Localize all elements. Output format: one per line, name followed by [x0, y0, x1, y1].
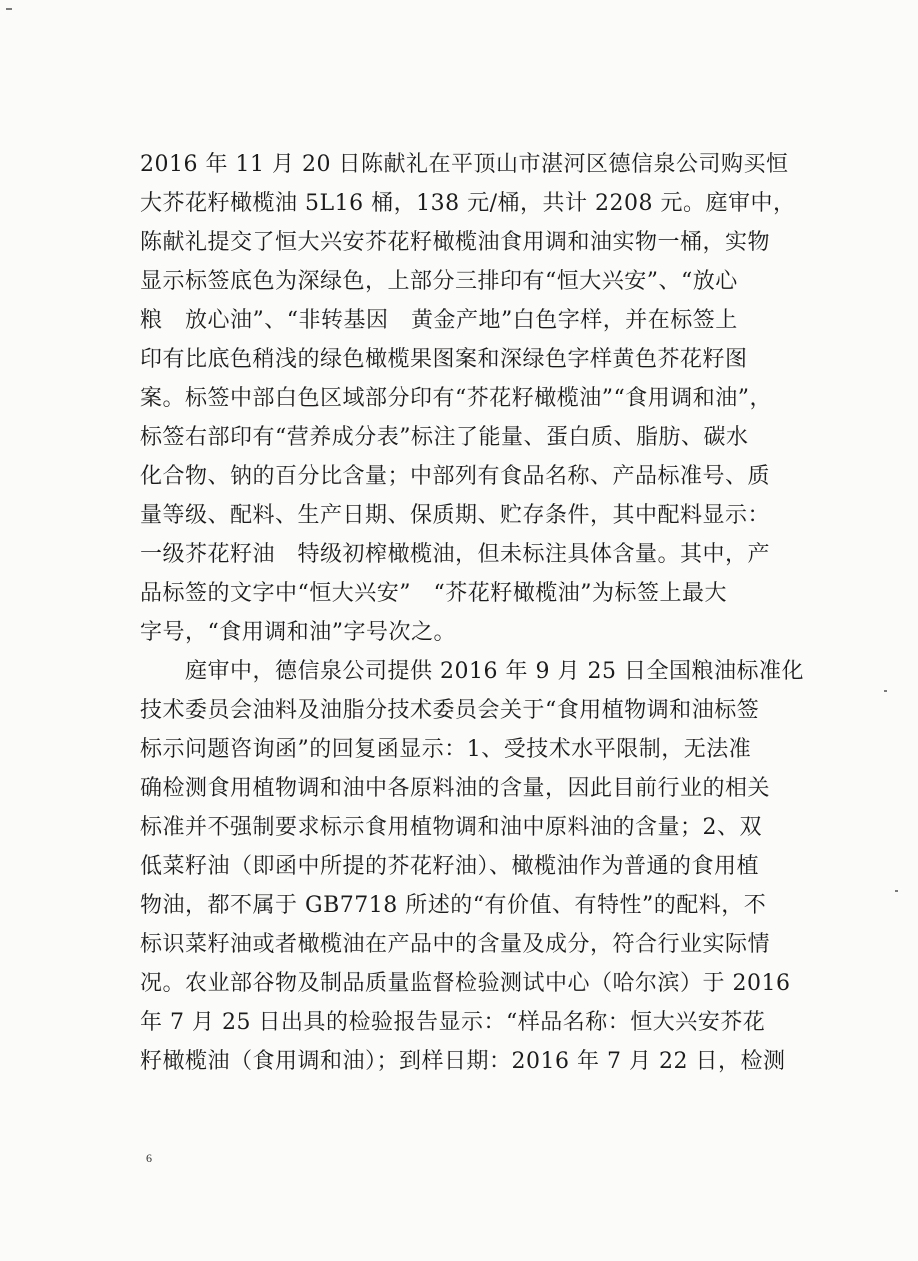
text-line: 字号，“食用调和油”字号次之。 [140, 620, 456, 645]
text-line: 标示问题咨询函”的回复函显示：1、受技术水平限制，无法准 [140, 737, 752, 762]
page-number: 6 [146, 1151, 152, 1165]
text-line: 标签右部印有“营养成分表”标注了能量、蛋白质、脂肪、碳水 [140, 425, 749, 450]
body-text [140, 145, 810, 1081]
text-line: 年 7 月 25 日出具的检验报告显示：“样品名称：恒大兴安芥花 [140, 1010, 766, 1035]
text-line: 况。农业部谷物及制品质量监督检验测试中心（哈尔滨）于 2016 [140, 971, 791, 996]
scan-mark-right-2 [895, 890, 898, 892]
text-line: 案。标签中部白色区域部分印有“芥花籽橄榄油”“食用调和油”， [140, 386, 772, 411]
text-line: 技术委员会油料及油脂分技术委员会关于“食用植物调和油标签 [140, 698, 760, 723]
text-line: 2016 年 11 月 20 日陈献礼在平顶山市湛河区德信泉公司购买恒 [140, 152, 789, 177]
text-line: 物油，都不属于 GB7718 所述的“有价值、有特性”的配料，不 [140, 893, 767, 918]
text-line: 标识菜籽油或者橄榄油在产品中的含量及成分，符合行业实际情 [140, 932, 771, 957]
text-line: 庭审中，德信泉公司提供 2016 年 9 月 25 日全国粮油标准化 [140, 659, 804, 684]
text-line: 籽橄榄油（食用调和油）；到样日期：2016 年 7 月 22 日，检测 [140, 1049, 786, 1074]
text-line: 低菜籽油（即函中所提的芥花籽油）、橄榄油作为普通的食用植 [140, 854, 760, 879]
text-line: 粮 放心油”、“非转基因 黄金产地”白色字样，并在标签上 [140, 308, 738, 333]
scan-mark-top-left [6, 8, 12, 10]
text-line: 大芥花籽橄榄油 5L16 桶，138 元/桶，共计 2208 元。庭审中， [140, 191, 796, 216]
text-line: 品标签的文字中“恒大兴安” “芥花籽橄榄油”为标签上最大 [140, 581, 727, 606]
text-line: 标准并不强制要求标示食用植物调和油中原料油的含量；2、双 [140, 815, 762, 840]
text-line: 一级芥花籽油 特级初榨橄榄油，但未标注具体含量。其中，产 [140, 542, 771, 567]
text-line: 印有比底色稍浅的绿色橄榄果图案和深绿色字样黄色芥花籽图 [140, 347, 748, 372]
text-line: 化合物、钠的百分比含量；中部列有食品名称、产品标准号、质 [140, 464, 771, 489]
text-line: 量等级、配料、生产日期、保质期、贮存条件，其中配料显示： [140, 503, 771, 528]
scan-mark-right-1 [884, 690, 887, 692]
text-line: 确检测食用植物调和油中各原料油的含量，因此目前行业的相关 [140, 776, 771, 801]
text-line: 显示标签底色为深绿色，上部分三排印有“恒大兴安”、“放心 [140, 269, 738, 294]
text-line: 陈献礼提交了恒大兴安芥花籽橄榄油食用调和油实物一桶，实物 [140, 230, 771, 255]
